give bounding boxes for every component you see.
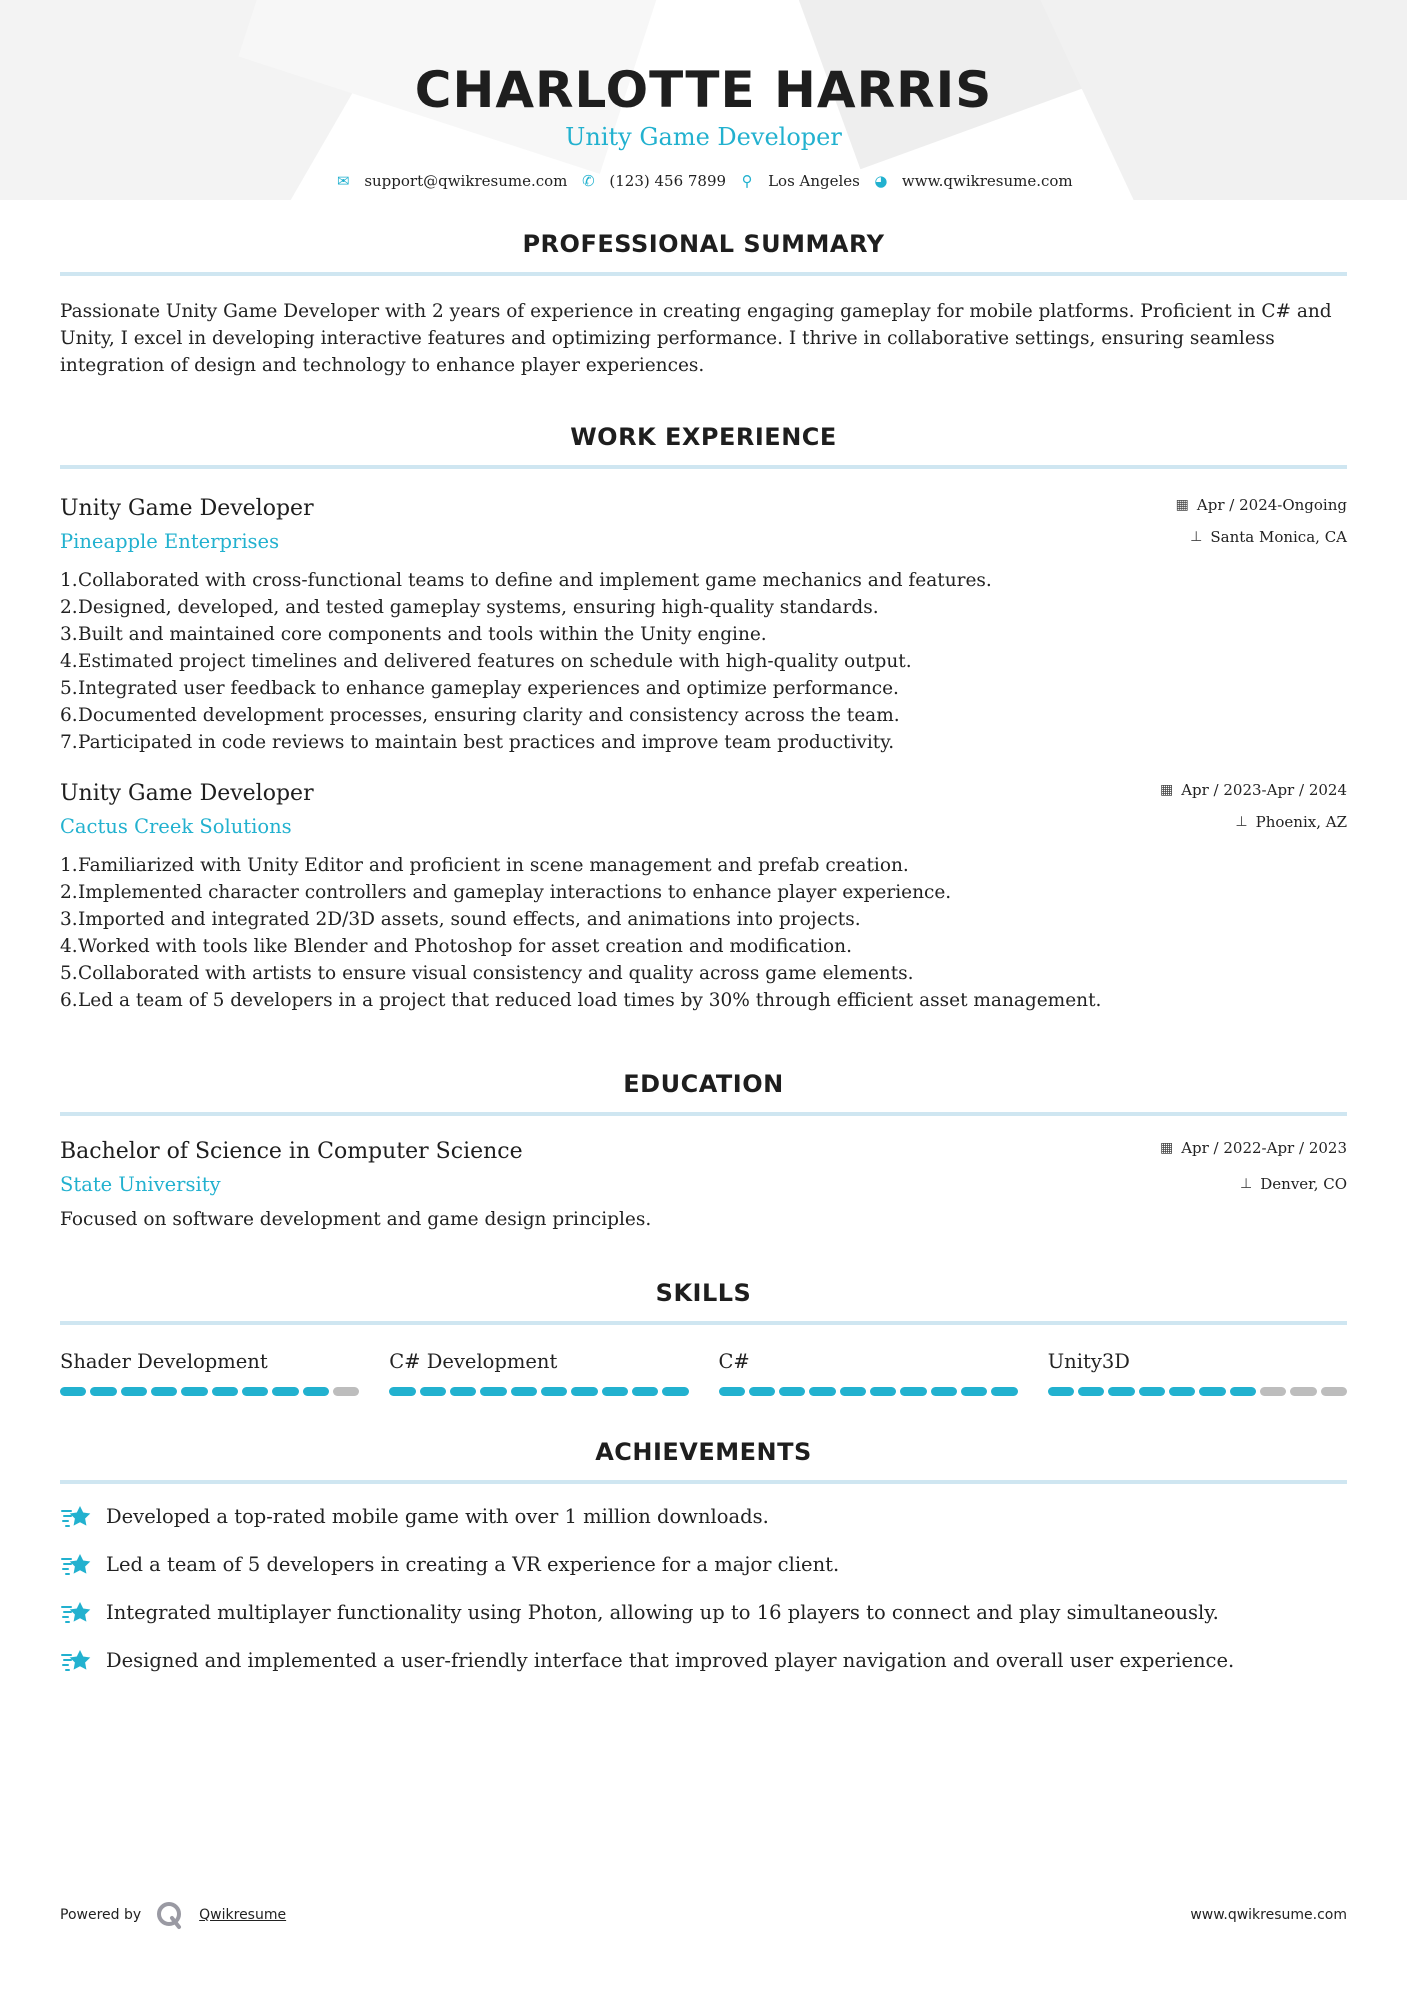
skill-item xyxy=(389,1349,688,1396)
education-location: Denver, CO xyxy=(1260,1175,1347,1193)
skill-segment xyxy=(1169,1387,1195,1396)
job-company: Pineapple Enterprises xyxy=(60,530,280,553)
skill-name: C# Development xyxy=(389,1350,558,1373)
education-dates: Apr / 2022-Apr / 2023 xyxy=(1181,1139,1347,1157)
skill-segment xyxy=(1321,1387,1347,1396)
skill-segment xyxy=(242,1387,268,1396)
contact-phone[interactable] xyxy=(579,172,726,190)
skill-item xyxy=(719,1349,1018,1396)
skill-segment xyxy=(181,1387,207,1396)
skill-level-bar xyxy=(60,1387,359,1396)
job-entry xyxy=(60,780,1347,1014)
list-item: 4. Worked with tools like Blender and Photoshop for asset creation and modification. xyxy=(60,936,852,957)
skill-segment xyxy=(961,1387,987,1396)
section-heading: PROFESSIONAL SUMMARY xyxy=(522,230,885,258)
skill-name: C# xyxy=(718,1350,750,1373)
list-item: 2. Implemented character controllers and gameplay interactions to enhance player experience. xyxy=(60,882,952,903)
list-item: 6. Led a team of 5 developers in a project that reduced load times by 30% through efficient asset management. xyxy=(60,990,1102,1011)
job-role: Unity Game Developer xyxy=(60,781,314,806)
skill-segment xyxy=(662,1387,688,1396)
skill-segment xyxy=(1078,1387,1104,1396)
page-footer xyxy=(60,1900,1347,1930)
summary-section xyxy=(60,230,1347,379)
skill-segment xyxy=(1048,1387,1074,1396)
calendar-icon: ▦ xyxy=(1159,782,1174,798)
skill-level-bar xyxy=(719,1387,1018,1396)
achievements-section xyxy=(60,1438,1347,1676)
list-item: 5. Collaborated with artists to ensure visual consistency and quality across game elements. xyxy=(60,963,914,984)
pushpin-icon: ⊥ xyxy=(1235,814,1248,830)
degree: Bachelor of Science in Computer Science xyxy=(60,1139,523,1164)
section-heading: SKILLS xyxy=(655,1279,752,1307)
section-heading: ACHIEVEMENTS xyxy=(595,1438,812,1466)
list-item: 3. Built and maintained core components and tools within the Unity engine. xyxy=(60,624,767,645)
skill-segment xyxy=(60,1387,86,1396)
qwikresume-logo-icon xyxy=(155,1900,185,1930)
skill-segment xyxy=(779,1387,805,1396)
skill-segment xyxy=(90,1387,116,1396)
school: State University xyxy=(60,1173,221,1196)
job-location: Phoenix, AZ xyxy=(1255,813,1347,831)
section-heading: EDUCATION xyxy=(623,1070,784,1098)
calendar-icon: ▦ xyxy=(1175,497,1189,513)
globe-icon: ◕ xyxy=(874,172,888,190)
website-text: www.qwikresume.com xyxy=(901,172,1073,190)
phone-text: (123) 456 7899 xyxy=(609,172,727,190)
skill-segment xyxy=(212,1387,238,1396)
pushpin-icon: ⊥ xyxy=(1240,1176,1253,1192)
skill-item xyxy=(1048,1349,1347,1396)
skill-segment xyxy=(121,1387,147,1396)
skill-name: Unity3D xyxy=(1047,1350,1130,1373)
skill-segment xyxy=(511,1387,537,1396)
list-item: Led a team of 5 developers in creating a VR experience for a major client. xyxy=(60,1550,1347,1580)
job-dates: Apr / 2024-Ongoing xyxy=(1196,496,1347,514)
experience-section xyxy=(60,423,1347,1014)
skill-segment xyxy=(480,1387,506,1396)
job-role: Unity Game Developer xyxy=(60,496,314,521)
job-bullets xyxy=(60,567,1347,756)
shooting-star-icon xyxy=(60,1550,92,1580)
contact-email[interactable] xyxy=(334,172,567,190)
location-text: Los Angeles xyxy=(768,172,860,190)
section-divider xyxy=(60,1480,1347,1484)
phone-icon: ✆ xyxy=(582,172,595,190)
list-item: Designed and implemented a user-friendly interface that improved player navigation and overall user experience. xyxy=(60,1646,1347,1676)
skill-segment xyxy=(900,1387,926,1396)
skill-segment xyxy=(602,1387,628,1396)
powered-by-label: Powered by xyxy=(60,1907,142,1923)
list-item: 5. Integrated user feedback to enhance gameplay experiences and optimize performance. xyxy=(60,678,899,699)
list-item: Developed a top-rated mobile game with over 1 million downloads. xyxy=(60,1502,1347,1532)
candidate-title: Unity Game Developer xyxy=(565,123,842,151)
skill-segment xyxy=(749,1387,775,1396)
skill-segment xyxy=(389,1387,415,1396)
resume-header xyxy=(60,0,1347,190)
footer-site[interactable]: www.qwikresume.com xyxy=(1190,1907,1347,1923)
list-item: 3. Imported and integrated 2D/3D assets, sound effects, and animations into projects. xyxy=(60,909,861,930)
envelope-icon: ✉ xyxy=(337,172,350,190)
skill-segment xyxy=(1290,1387,1316,1396)
skill-segment xyxy=(991,1387,1017,1396)
candidate-name: CHARLOTTE HARRIS xyxy=(414,61,993,119)
section-heading: WORK EXPERIENCE xyxy=(570,423,837,451)
skill-segment xyxy=(1108,1387,1134,1396)
shooting-star-icon xyxy=(60,1502,92,1532)
skill-item xyxy=(60,1349,359,1396)
email-text: support@qwikresume.com xyxy=(364,172,568,190)
education-section xyxy=(60,1070,1347,1233)
achievements-list xyxy=(60,1502,1347,1676)
list-item: 1. Collaborated with cross-functional teams to define and implement game mechanics and features. xyxy=(60,570,992,591)
education-description: Focused on software development and game design principles. xyxy=(60,1209,652,1230)
qwikresume-link[interactable]: Qwikresume xyxy=(199,1907,287,1923)
contact-website[interactable] xyxy=(872,172,1073,190)
skill-segment xyxy=(333,1387,359,1396)
skill-segment xyxy=(571,1387,597,1396)
skill-level-bar xyxy=(1048,1387,1347,1396)
job-bullets xyxy=(60,852,1347,1014)
skill-segment xyxy=(1199,1387,1225,1396)
skill-name: Shader Development xyxy=(60,1350,268,1373)
skill-segment xyxy=(931,1387,957,1396)
section-divider xyxy=(60,1112,1347,1116)
skill-segment xyxy=(870,1387,896,1396)
skills-section xyxy=(60,1279,1347,1396)
pushpin-icon: ⊥ xyxy=(1190,529,1203,545)
skill-segment xyxy=(272,1387,298,1396)
job-dates: Apr / 2023-Apr / 2024 xyxy=(1181,781,1347,799)
skill-segment xyxy=(420,1387,446,1396)
job-entry xyxy=(60,495,1347,756)
section-divider xyxy=(60,1321,1347,1325)
skill-segment xyxy=(303,1387,329,1396)
section-divider xyxy=(60,465,1347,469)
skill-segment xyxy=(632,1387,658,1396)
job-company: Cactus Creek Solutions xyxy=(60,815,292,838)
skill-segment xyxy=(809,1387,835,1396)
job-location: Santa Monica, CA xyxy=(1210,528,1347,546)
section-divider xyxy=(60,272,1347,276)
education-entry xyxy=(60,1138,1347,1233)
list-item: Integrated multiplayer functionality using Photon, allowing up to 16 players to connect and play simultaneously. xyxy=(60,1598,1347,1628)
list-item: 1. Familiarized with Unity Editor and proficient in scene management and prefab creation. xyxy=(60,855,909,876)
skill-segment xyxy=(541,1387,567,1396)
skill-segment xyxy=(840,1387,866,1396)
skills-grid xyxy=(60,1349,1347,1396)
shooting-star-icon xyxy=(60,1598,92,1628)
contact-bar xyxy=(60,172,1347,190)
map-pin-icon: ⚲ xyxy=(741,172,753,190)
skill-segment xyxy=(1260,1387,1286,1396)
skill-segment xyxy=(1230,1387,1256,1396)
skill-segment xyxy=(450,1387,476,1396)
skill-level-bar xyxy=(389,1387,688,1396)
shooting-star-icon xyxy=(60,1646,92,1676)
summary-text: Passionate Unity Game Developer with 2 years of experience in creating engaging gameplay for mobile platforms. Proficient in C# and Unity, I excel in developing interactive features and optimizing performance. I thrive in collaborative settings, ensuring seamless integration of design and technology to enhance player experiences. xyxy=(60,301,1332,376)
skill-segment xyxy=(719,1387,745,1396)
list-item: 7. Participated in code reviews to maintain best practices and improve team productivity. xyxy=(60,732,895,753)
contact-location xyxy=(738,172,860,190)
calendar-icon: ▦ xyxy=(1159,1140,1174,1156)
list-item: 6. Documented development processes, ensuring clarity and consistency across the team. xyxy=(60,705,900,726)
skill-segment xyxy=(1139,1387,1165,1396)
list-item: 4. Estimated project timelines and delivered features on schedule with high-quality output. xyxy=(60,651,912,672)
powered-by xyxy=(60,1900,286,1930)
skill-segment xyxy=(151,1387,177,1396)
list-item: 2. Designed, developed, and tested gameplay systems, ensuring high-quality standards. xyxy=(60,597,879,618)
